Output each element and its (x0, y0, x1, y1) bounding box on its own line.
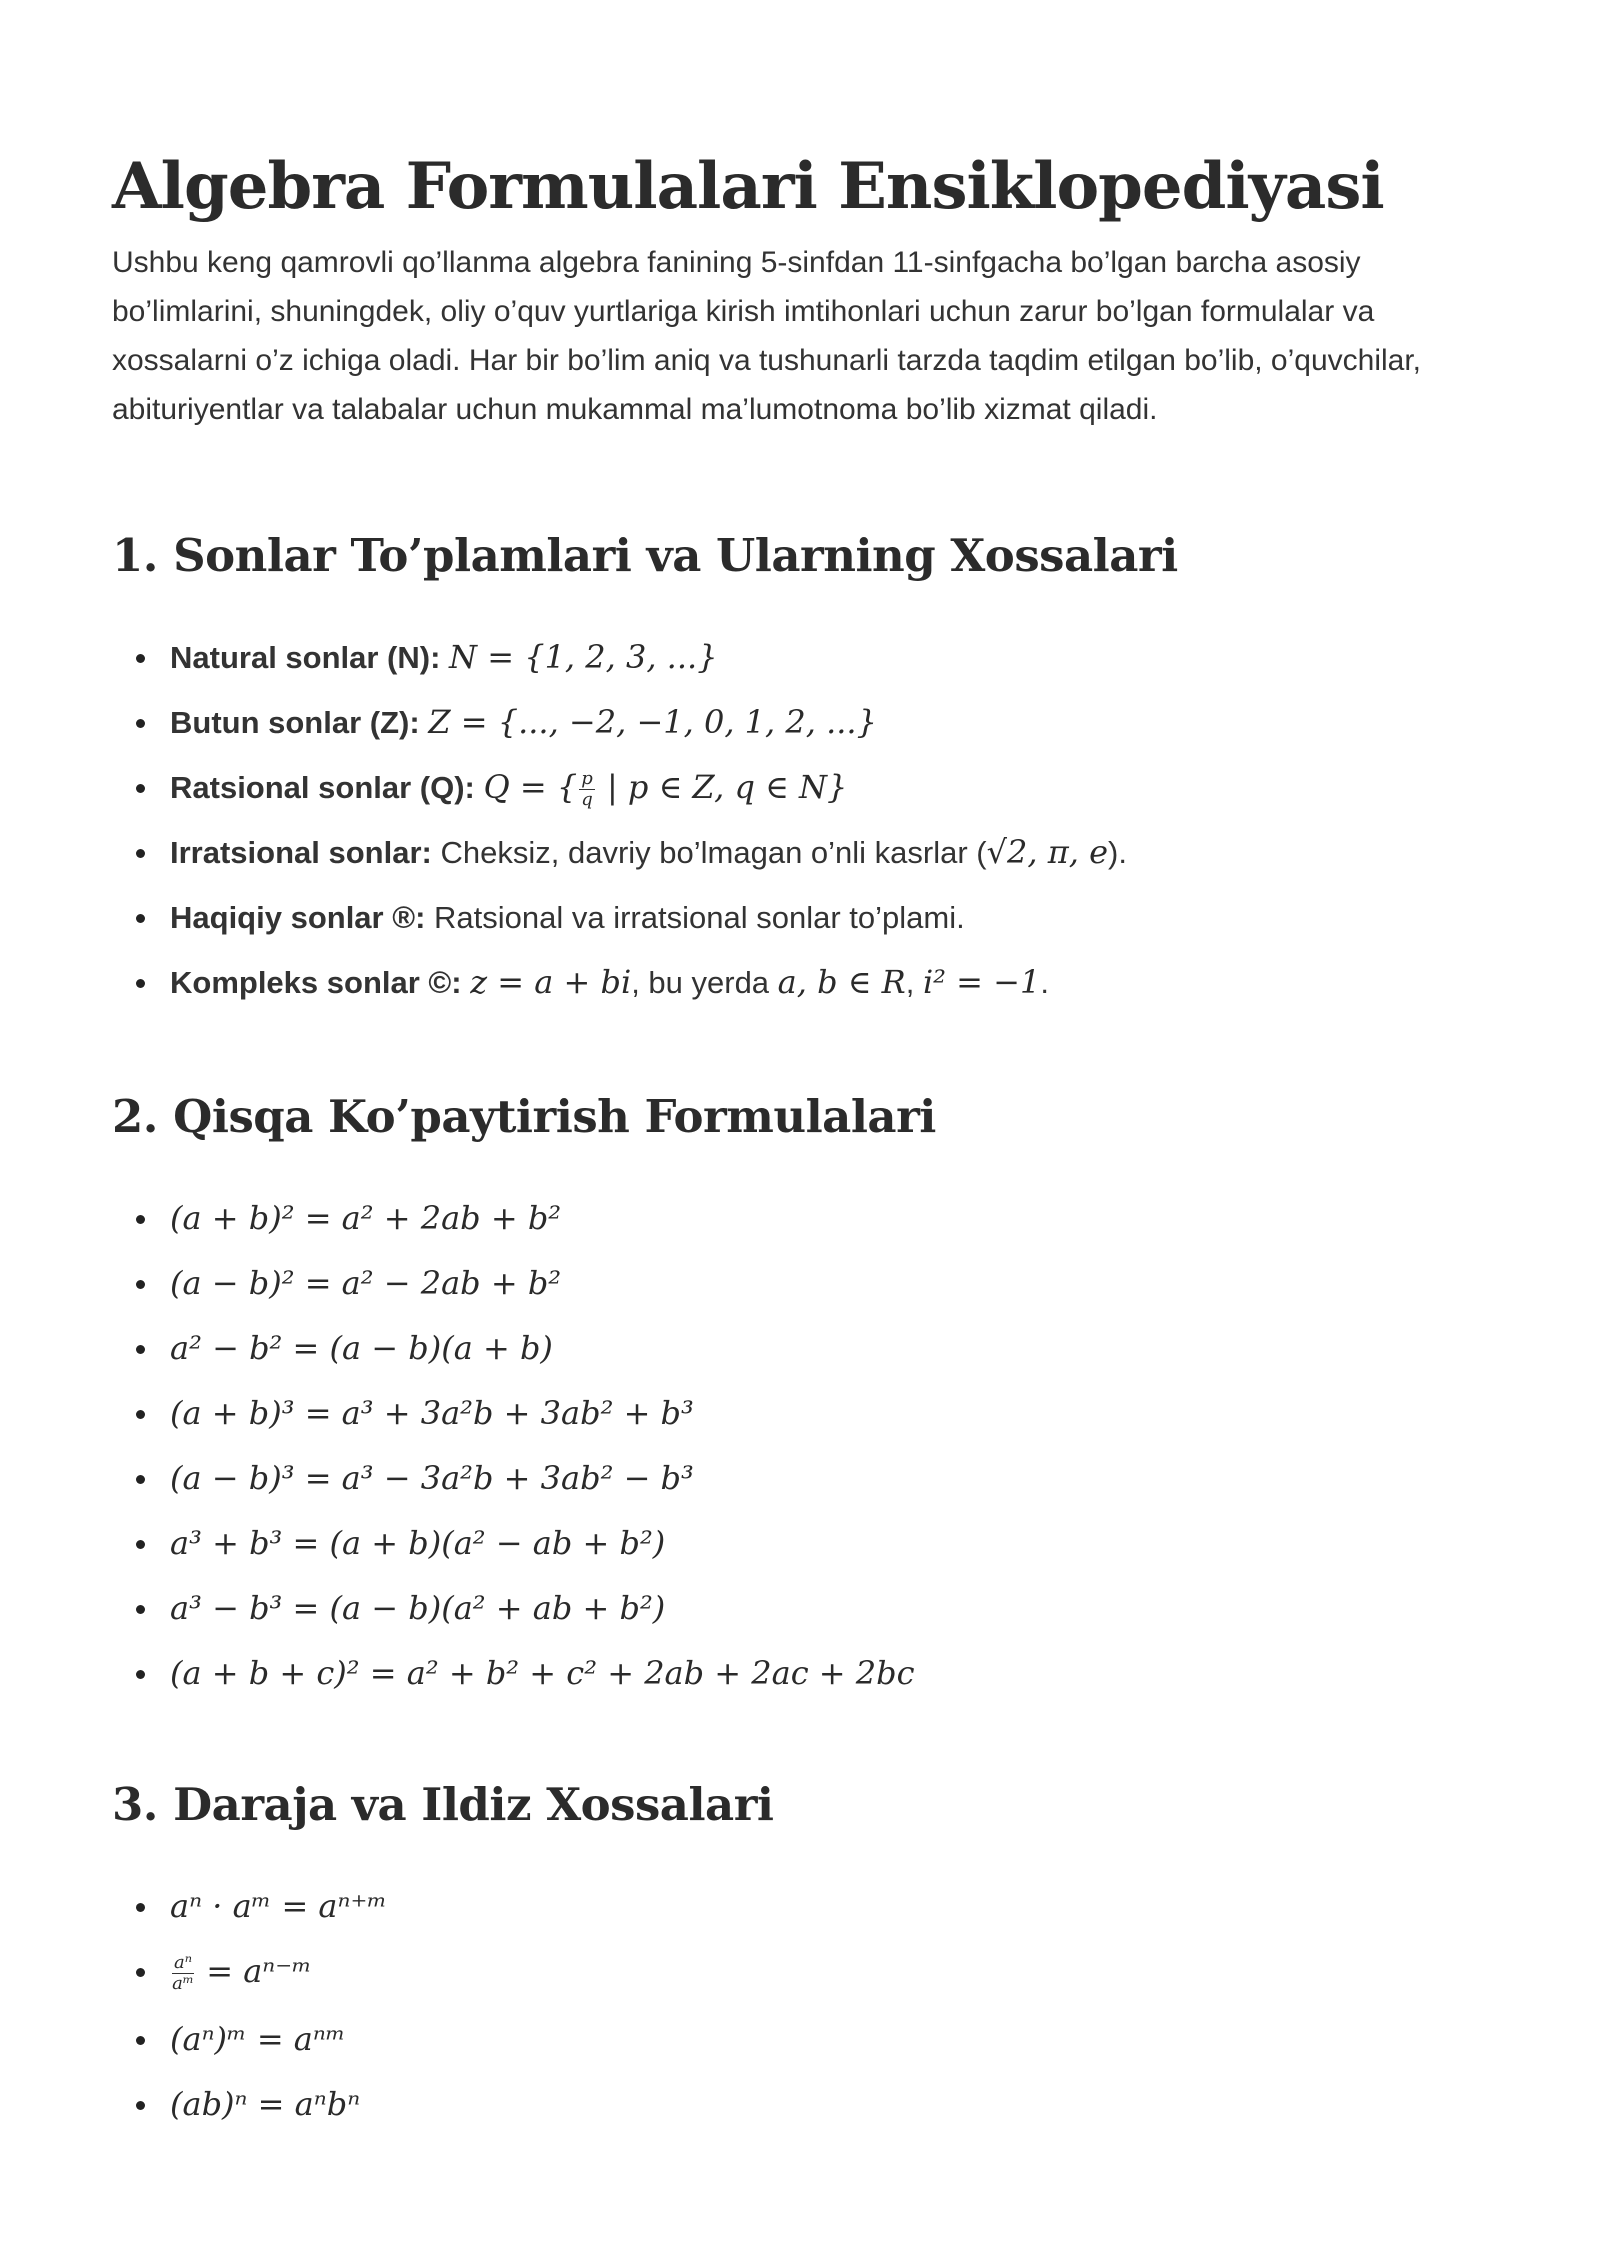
formula: (a + b)³ = a³ + 3a²b + 3ab² + b³ (170, 1393, 694, 1432)
list-item-real (112, 885, 1492, 950)
item-label: Ratsional sonlar (Q): (170, 769, 475, 805)
formula: (a − b)² = a² − 2ab + b² (170, 1263, 562, 1302)
list-item (112, 1939, 1492, 2007)
fraction-denominator: aᵐ (172, 1972, 194, 1994)
formula: √2, π, e (986, 832, 1109, 871)
list-item (112, 1186, 1492, 1251)
formula: (aⁿ)ᵐ = aⁿᵐ (170, 2019, 346, 2058)
formula: (a + b + c)² = a² + b² + c² + 2ab + 2ac + 2bc (170, 1653, 915, 1692)
bullet-icon (136, 1968, 145, 1977)
bullet-icon (136, 2036, 145, 2045)
bullet-icon (136, 914, 145, 923)
bullet-icon (136, 979, 145, 988)
formula: a³ − b³ = (a − b)(a² + ab + b²) (170, 1588, 666, 1627)
bullet-icon (136, 1215, 145, 1224)
bullet-icon (136, 2101, 145, 2110)
list-item (112, 1316, 1492, 1381)
intro-paragraph: Ushbu keng qamrovli qo’llanma algebra fanining 5-sinfdan 11-sinfgacha bo’lgan barcha asosiy bo’limlarini, shuningdek, oliy o’quv yurtlariga kirish imtihonlari uchun zarur bo’lgan formulalar va xossalarni o’z ichiga oladi. Har bir bo’lim aniq va tushunarli tarzda taqdim etilgan bo’lib, o’quvchilar, abituriyentlar va talabalar uchun mukammal ma’lumotnoma bo’lib xizmat qiladi. (112, 245, 1422, 426)
formula: = aⁿ⁻ᵐ (196, 1951, 312, 1990)
item-text: , bu yerda (631, 964, 778, 1000)
list-item-rational (112, 755, 1492, 820)
formula: (a + b)² = a² + 2ab + b² (170, 1198, 562, 1237)
formula-end: | p ∈ Z, q ∈ N} (596, 767, 848, 806)
bullet-icon (136, 1475, 145, 1484)
item-label: Irratsional sonlar: (170, 834, 432, 870)
fraction-numerator: p (581, 767, 593, 789)
item-text-end: ). (1108, 834, 1127, 870)
list-item (112, 1381, 1492, 1446)
bullet-icon (136, 1410, 145, 1419)
formula: a³ + b³ = (a + b)(a² − ab + b²) (170, 1523, 666, 1562)
bullet-icon (136, 1605, 145, 1614)
item-label: Haqiqiy sonlar ®: (170, 899, 426, 935)
formula: N = {1, 2, 3, ...} (449, 637, 718, 676)
bullet-icon (136, 1345, 145, 1354)
list-item-irrational (112, 820, 1492, 885)
list-item (112, 1446, 1492, 1511)
formula: a² − b² = (a − b)(a + b) (170, 1328, 553, 1367)
list-item (112, 1511, 1492, 1576)
powers-roots-list (112, 1874, 1492, 2137)
list-item-integer (112, 690, 1492, 755)
item-label: Natural sonlar (N): (170, 639, 441, 675)
list-item-complex (112, 950, 1492, 1015)
bullet-icon (136, 654, 145, 663)
formula-2: a, b ∈ R (777, 962, 906, 1001)
formula: (ab)ⁿ = aⁿbⁿ (170, 2084, 361, 2123)
item-label: Butun sonlar (Z): (170, 704, 420, 740)
list-item (112, 1641, 1492, 1706)
fraction-numerator: aⁿ (174, 1951, 193, 1973)
section-heading-number-sets: 1. Sonlar To’plamlari va Ularning Xossalari (112, 528, 1178, 582)
bullet-icon (136, 849, 145, 858)
bullet-icon (136, 719, 145, 728)
document-title: Algebra Formulalari Ensiklopediyasi (112, 149, 1384, 224)
item-text-end: . (1040, 964, 1049, 1000)
formula: (a − b)³ = a³ − 3a²b + 3ab² − b³ (170, 1458, 694, 1497)
list-item (112, 2072, 1492, 2137)
list-item (112, 2007, 1492, 2072)
bullet-icon (136, 784, 145, 793)
short-multiplication-list (112, 1186, 1492, 1706)
number-sets-list (112, 625, 1492, 1015)
item-text: Ratsional va irratsional sonlar to’plami. (434, 899, 965, 935)
item-text-2: , (905, 964, 923, 1000)
fraction (172, 1951, 194, 1994)
bullet-icon (136, 1540, 145, 1549)
bullet-icon (136, 1903, 145, 1912)
section-heading-powers-roots: 3. Daraja va Ildiz Xossalari (112, 1777, 774, 1831)
document-page (112, 150, 1492, 2137)
list-item (112, 1874, 1492, 1939)
item-text: Cheksiz, davriy bo’lmagan o’nli kasrlar ( (440, 834, 987, 870)
bullet-icon (136, 1280, 145, 1289)
formula-start: Q = { (483, 767, 578, 806)
list-item (112, 1576, 1492, 1641)
formula-3: i² = −1 (922, 962, 1041, 1001)
bullet-icon (136, 1670, 145, 1679)
formula: Z = {..., −2, −1, 0, 1, 2, ...} (428, 702, 877, 741)
list-item-natural (112, 625, 1492, 690)
formula: aⁿ · aᵐ = aⁿ⁺ᵐ (170, 1886, 387, 1925)
fraction (579, 767, 595, 810)
fraction-denominator: q (581, 788, 593, 810)
list-item (112, 1251, 1492, 1316)
formula: z = a + bi (470, 962, 632, 1001)
section-heading-short-multiplication: 2. Qisqa Ko’paytirish Formulalari (112, 1089, 936, 1143)
item-label: Kompleks sonlar ©: (170, 964, 462, 1000)
